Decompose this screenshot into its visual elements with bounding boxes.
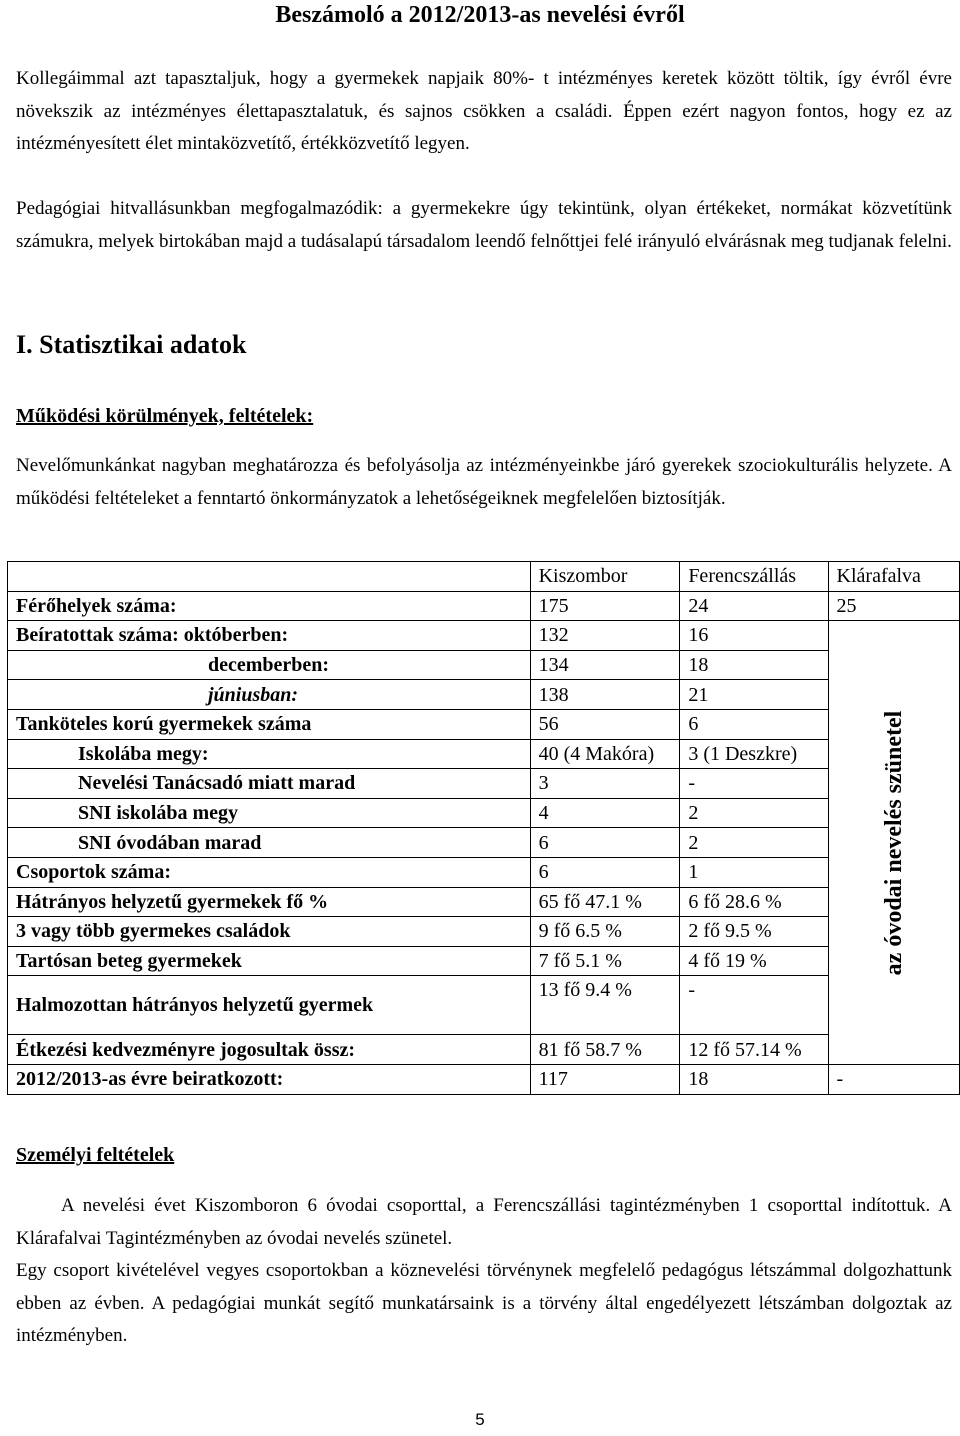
- row-label: Csoportok száma:: [8, 857, 531, 887]
- cell-kiszombor: 175: [530, 591, 680, 621]
- table-row: [8, 621, 960, 651]
- cell-kiszombor: 3: [530, 769, 680, 799]
- intro-paragraph-1: Kollegáimmal azt tapasztaljuk, hogy a gyermekek napjaik 80%- t intézményes keretek között töltik, így évről évre növekszik az intézményes élettapasztalatuk, és sajnos csökken a családi. Éppen ezért nagyon fontos, hogy ez az intézményesített élet mintaközvetítő, értékközvetítő legyen.: [16, 68, 952, 154]
- cell-kiszombor: 81 fő 58.7 %: [530, 1035, 680, 1065]
- row-label: Halmozottan hátrányos helyzetű gyermek: [8, 976, 531, 1035]
- table-header-row: [8, 562, 960, 592]
- cell-ferencszallas: 6 fő 28.6 %: [680, 887, 828, 917]
- subsection-title-conditions: Működési körülmények, feltételek:: [16, 405, 314, 427]
- cell-kiszombor: 13 fő 9.4 %: [530, 976, 680, 1035]
- row-label: Nevelési Tanácsadó miatt marad: [8, 769, 531, 799]
- section-title: I. Statisztikai adatok: [16, 330, 247, 359]
- cell-kiszombor: 40 (4 Makóra): [530, 739, 680, 769]
- cell-kiszombor: 56: [530, 709, 680, 739]
- row-label: Étkezési kedvezményre jogosultak össz:: [8, 1035, 531, 1065]
- page-title: Beszámoló a 2012/2013-as nevelési évről: [275, 2, 685, 28]
- row-label: SNI iskolába megy: [8, 798, 531, 828]
- personnel-paragraph-2: Egy csoport kivételével vegyes csoportokban a köznevelési törvénynek megfelelő pedagógus létszámmal dolgozhattunk ebben az évben. A pedagógiai munkát segítő munkatársaink is a törvény által engedélyezett létszámban dolgoztak az intézményben.: [16, 1260, 952, 1346]
- cell-kiszombor: 9 fő 6.5 %: [530, 917, 680, 947]
- cell-ferencszallas: -: [680, 976, 828, 1035]
- cell-kiszombor: 7 fő 5.1 %: [530, 946, 680, 976]
- page-number: 5: [475, 1410, 485, 1429]
- row-label: 2012/2013-as évre beiratkozott:: [8, 1064, 531, 1094]
- table-row: [8, 857, 960, 887]
- table-row: [8, 798, 960, 828]
- personnel-paragraph-1: A nevelési évet Kiszomboron 6 óvodai csoporttal, a Ferencszállási tagintézményben 1 csoporttal indítottuk. A Klárafalvai Tagintézményben az óvodai nevelés szünetel.: [16, 1195, 952, 1249]
- conditions-paragraph: Nevelőmunkánkat nagyban meghatározza és befolyásolja az intézményeinkbe járó gyerekek szociokulturális helyzete. A működési feltételeket a fenntartó önkormányzatok a lehetőségeiknek megfelelően biztosítják.: [16, 455, 952, 509]
- row-label: Tanköteles korú gyermekek száma: [8, 709, 531, 739]
- table-row: [8, 946, 960, 976]
- cell-ferencszallas: 12 fő 57.14 %: [680, 1035, 828, 1065]
- cell-kiszombor: 117: [530, 1064, 680, 1094]
- row-label: Beíratottak száma: októberben:: [8, 621, 531, 651]
- row-label: Iskolába megy:: [8, 739, 531, 769]
- cell-ferencszallas: 16: [680, 621, 828, 651]
- table-row: [8, 887, 960, 917]
- cell-ferencszallas: 2 fő 9.5 %: [680, 917, 828, 947]
- rotated-note: az óvodai nevelés szünetel: [880, 710, 907, 975]
- table-row: [8, 591, 960, 621]
- row-label: Férőhelyek száma:: [8, 591, 531, 621]
- table-row: [8, 917, 960, 947]
- row-label: SNI óvodában marad: [8, 828, 531, 858]
- row-label: 3 vagy több gyermekes családok: [8, 917, 531, 947]
- header-klarafalva: Klárafalva: [828, 562, 959, 592]
- cell-ferencszallas: 21: [680, 680, 828, 710]
- cell-kiszombor: 134: [530, 650, 680, 680]
- table-row: [8, 976, 960, 1035]
- cell-ferencszallas: 6: [680, 709, 828, 739]
- cell-ferencszallas: 4 fő 19 %: [680, 946, 828, 976]
- table-row: [8, 1064, 960, 1094]
- table-row: [8, 769, 960, 799]
- cell-kiszombor: 65 fő 47.1 %: [530, 887, 680, 917]
- cell-kiszombor: 6: [530, 828, 680, 858]
- cell-ferencszallas: -: [680, 769, 828, 799]
- klarafalva-merged-cell: [828, 621, 959, 1065]
- subsection-title-personnel: Személyi feltételek: [16, 1144, 175, 1166]
- cell-ferencszallas: 24: [680, 591, 828, 621]
- statistics-table: [7, 561, 960, 1095]
- cell-kiszombor: 6: [530, 857, 680, 887]
- cell-klarafalva: 25: [828, 591, 959, 621]
- cell-ferencszallas: 3 (1 Deszkre): [680, 739, 828, 769]
- table-row: [8, 680, 960, 710]
- header-ferencszallas: Ferencszállás: [680, 562, 828, 592]
- cell-kiszombor: 4: [530, 798, 680, 828]
- intro-paragraph-2: Pedagógiai hitvallásunkban megfogalmazódik: a gyermekekre úgy tekintünk, olyan értékeket, normákat közvetítünk számukra, melyek birtokában majd a tudásalapú társadalom leendő felnőttjei felé irányuló elvárásnak meg tudjanak felelni.: [16, 198, 952, 252]
- row-label: decemberben:: [8, 650, 531, 680]
- row-label: Hátrányos helyzetű gyermekek fő %: [8, 887, 531, 917]
- cell-kiszombor: 138: [530, 680, 680, 710]
- row-label: Tartósan beteg gyermekek: [8, 946, 531, 976]
- cell-kiszombor: 132: [530, 621, 680, 651]
- table-header-empty: [8, 562, 531, 592]
- cell-ferencszallas: 2: [680, 828, 828, 858]
- cell-ferencszallas: 2: [680, 798, 828, 828]
- cell-klarafalva: -: [828, 1064, 959, 1094]
- cell-ferencszallas: 18: [680, 1064, 828, 1094]
- header-kiszombor: Kiszombor: [530, 562, 680, 592]
- cell-ferencszallas: 1: [680, 857, 828, 887]
- cell-ferencszallas: 18: [680, 650, 828, 680]
- table-row: [8, 650, 960, 680]
- table-row: [8, 709, 960, 739]
- row-label: júniusban:: [8, 680, 531, 710]
- table-row: [8, 828, 960, 858]
- table-row: [8, 739, 960, 769]
- table-row: [8, 1035, 960, 1065]
